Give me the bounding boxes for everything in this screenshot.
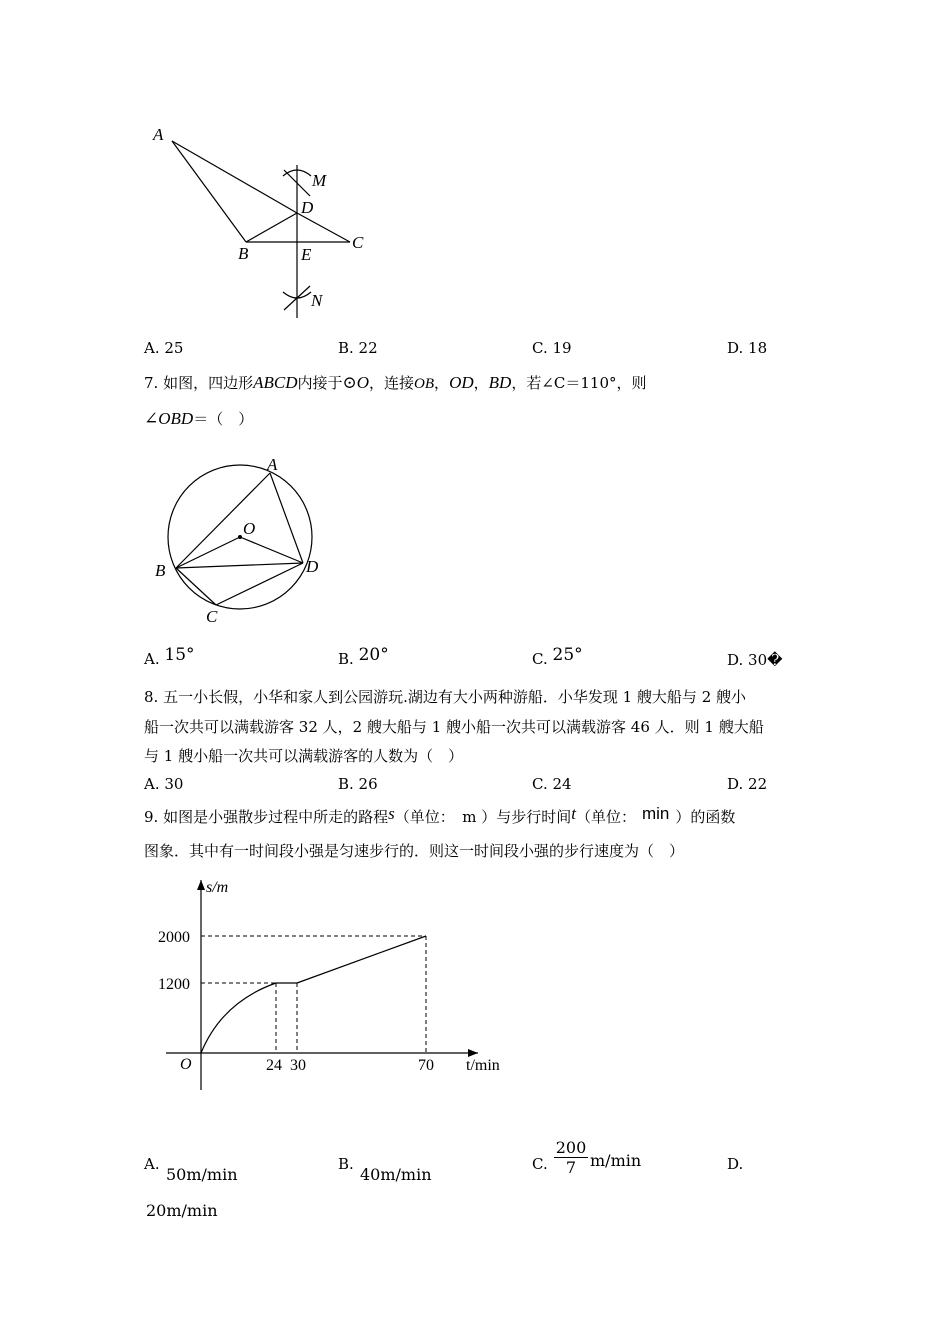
figure-q6-triangle — [0, 0, 950, 330]
q9-option-c-unit: m/min — [590, 1151, 642, 1170]
figure-q7-circle — [0, 440, 950, 630]
q7-quad-abcd: ABCD — [253, 373, 298, 392]
segment-ad — [270, 473, 303, 563]
q7-sep1: ， — [434, 374, 450, 392]
label-point-n: N — [311, 291, 323, 310]
label-point-c: C — [206, 607, 218, 626]
segment-bd — [246, 213, 297, 242]
q9-option-c-denominator: 7 — [554, 1157, 588, 1177]
center-dot-o — [238, 535, 242, 539]
label-point-e: E — [301, 245, 312, 264]
q9-text-unit2: （单位： — [575, 808, 636, 826]
x-axis-label: t/min — [466, 1057, 500, 1074]
x-tick-24: 24 — [266, 1057, 282, 1074]
segment-ab — [176, 473, 270, 568]
q7-answer-blank: ＝（ ） — [193, 410, 254, 428]
q9-option-a-value: 50m/min — [166, 1165, 238, 1184]
label-point-m: M — [312, 171, 327, 190]
label-point-a: A — [153, 125, 164, 144]
q9-text-prefix: 9. 如图是小强散步过程中所走的路程 — [144, 808, 389, 826]
y-tick-2000: 2000 — [158, 929, 190, 946]
q7-option-c-value: 25° — [552, 645, 583, 665]
q9-distance-time-graph — [0, 870, 950, 1110]
q9-var-t: t — [571, 804, 576, 823]
q7-option-d[interactable] — [727, 651, 783, 669]
segment-bc — [176, 568, 216, 605]
q7-text-mid: 内接于 — [297, 374, 343, 392]
segment-od — [240, 537, 303, 563]
q9-option-c-numerator: 200 — [555, 1138, 587, 1157]
q8-question-line3: 与 1 艘小船一次共可以满载游客的人数为（ ） — [144, 747, 464, 765]
q8-question-line1: 8. 五一小长假，小华和家人到公园游玩.湖边有大小两种游船．小华发现 1 艘大船与 2 艘小 — [144, 688, 747, 706]
q8-question-line2: 船一次共可以满载游客 32 人，2 艘大船与 1 艘小船一次共可以满载游客 46 人．则 1 艘大船 — [144, 718, 764, 736]
q7-option-b-value: 20° — [358, 645, 389, 665]
q8-option-d[interactable]: D. 22 — [727, 775, 768, 793]
q7-option-b[interactable] — [338, 645, 389, 669]
segment-cd — [216, 563, 303, 605]
q9-text-end: ）的函数 — [675, 808, 736, 826]
linear-segment-30-70 — [297, 936, 426, 983]
q9-question-line2: 图象．其中有一时间段小强是匀速步行的．则这一时间段小强的步行速度为（ ） — [144, 842, 685, 860]
y-axis-label: s/m — [206, 879, 229, 896]
label-point-d: D — [301, 198, 314, 217]
q7-option-a-letter: A. — [144, 650, 160, 668]
q6-option-d[interactable]: D. 18 — [727, 339, 768, 357]
q7-question-line2 — [144, 408, 253, 429]
segment-dc — [297, 213, 350, 242]
q7-option-a-value: 15° — [164, 645, 195, 665]
q9-unit-min: min — [641, 804, 670, 823]
q9-option-b-letter[interactable]: B. — [338, 1155, 354, 1173]
q7-seg-od: OD — [449, 373, 474, 392]
origin-label: O — [180, 1056, 192, 1073]
q7-option-c-letter: C. — [532, 650, 548, 668]
x-axis-arrow — [468, 1049, 478, 1057]
q7-text-prefix: 7. 如图，四边形 — [144, 374, 254, 392]
label-point-a: A — [267, 455, 278, 474]
x-tick-30: 30 — [290, 1057, 306, 1074]
q7-option-a[interactable] — [144, 645, 195, 669]
segment-bd — [176, 563, 303, 568]
q7-sep2: ， — [473, 374, 489, 392]
y-axis-arrow — [197, 880, 205, 890]
curve-segment-0-24 — [201, 983, 276, 1053]
label-point-d: D — [306, 557, 319, 576]
label-point-o: O — [243, 519, 256, 538]
q9-option-c-letter[interactable]: C. — [532, 1155, 548, 1173]
q7-condition: ，若∠C＝110°，则 — [511, 374, 647, 392]
q7-seg-ob: OB — [414, 376, 435, 392]
segment-ad — [172, 141, 297, 213]
segment-ob — [176, 537, 240, 568]
q7-seg-bd: BD — [488, 373, 512, 392]
q7-option-d-value: 30� — [748, 651, 783, 669]
q6-option-c[interactable]: C. 19 — [532, 339, 572, 357]
segment-ab — [172, 141, 246, 242]
y-tick-1200: 1200 — [158, 976, 190, 993]
q6-option-a[interactable]: A. 25 — [144, 339, 184, 357]
label-point-b: B — [238, 244, 249, 263]
q9-option-d-value: 20m/min — [146, 1201, 218, 1220]
q9-option-c-fraction — [554, 1138, 588, 1177]
q7-option-b-letter: B. — [338, 650, 354, 668]
label-point-b: B — [155, 561, 166, 580]
x-tick-70: 70 — [418, 1057, 434, 1074]
label-point-c: C — [352, 233, 364, 252]
q6-option-b[interactable]: B. 22 — [338, 339, 378, 357]
q9-text-unit1: （单位： m ）与步行时间 — [394, 808, 572, 826]
q7-circle-o: ⊙O — [342, 373, 370, 392]
q8-option-b[interactable]: B. 26 — [338, 775, 378, 793]
q7-question-line1 — [144, 372, 647, 393]
q7-option-d-letter: D. — [727, 651, 744, 669]
q9-option-d-letter[interactable]: D. — [727, 1155, 744, 1173]
q7-text-connect: ，连接 — [369, 374, 415, 392]
q9-option-a-letter[interactable]: A. — [144, 1155, 160, 1173]
q7-option-c[interactable] — [532, 645, 583, 669]
q7-angle-obd: ∠OBD — [144, 409, 194, 428]
q9-question-line1 — [144, 806, 735, 827]
q8-option-a[interactable]: A. 30 — [144, 775, 184, 793]
q8-option-c[interactable]: C. 24 — [532, 775, 572, 793]
q9-var-s: s — [388, 804, 395, 823]
q9-option-b-value: 40m/min — [360, 1165, 432, 1184]
